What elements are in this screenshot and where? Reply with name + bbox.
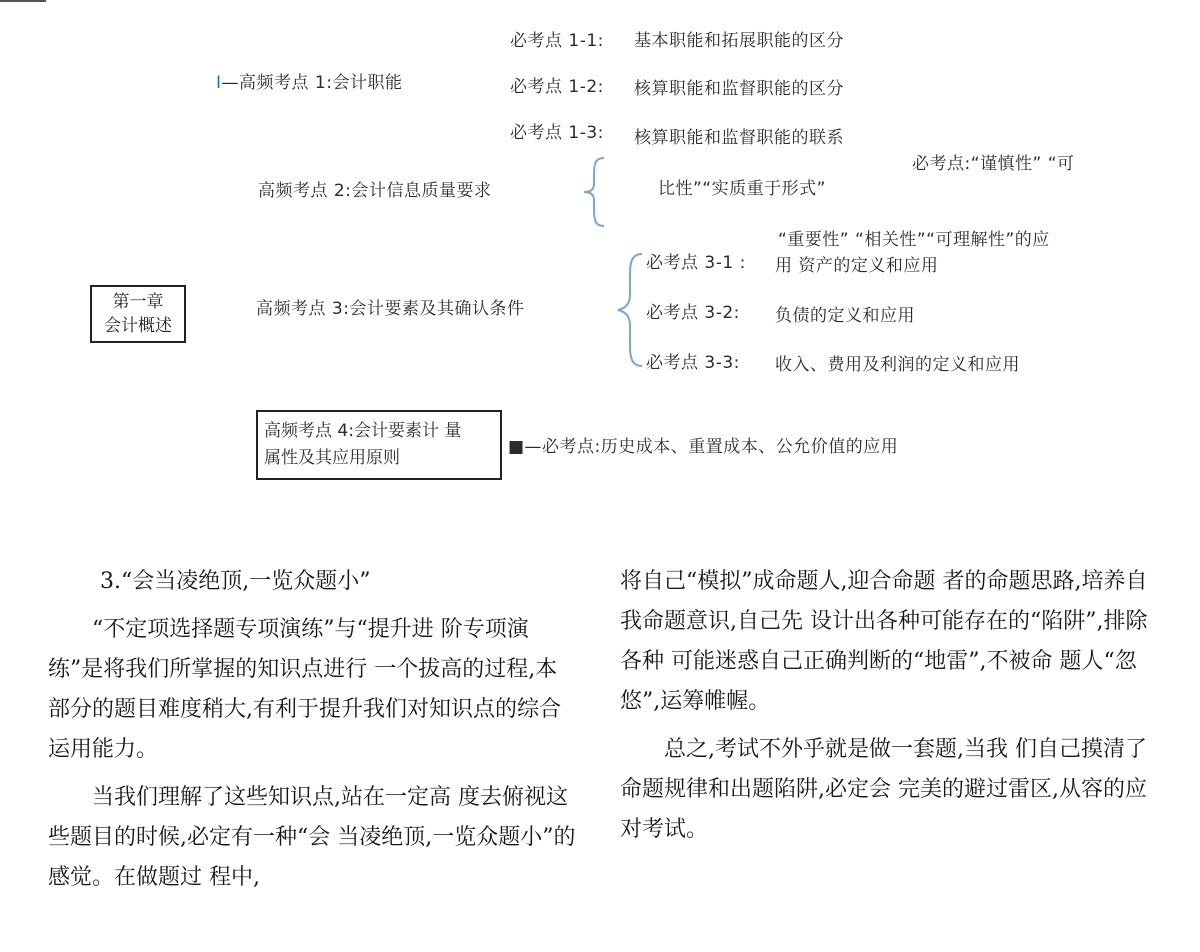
topic1-title-text: —高频考点 1:会计职能 [221,73,403,93]
topic2-title: 高频考点 2:会计信息质量要求 [258,181,492,201]
topic1-title [216,72,402,94]
topic3-point-1-text: 用 资产的定义和应用 [775,256,939,276]
topic1-point-2-text: 核算职能和监督职能的区分 [634,79,844,99]
topic1-prefix: I [216,73,222,93]
topic3-point-3-text: 收入、费用及利润的定义和应用 [775,355,1020,375]
topic1-point-1-text: 基本职能和拓展职能的区分 [634,31,844,51]
article-left-column [48,562,576,898]
topic2-point-line3: “重要性” “相关性”“可理解性”的应 [778,230,1050,250]
left-paragraph-1: “不定项选择题专项演练”与“提升进 阶专项演练”是将我们所掌握的知识点进行 一个拔高的过程,本部分的题目难度稍大,有利于提升我们对知识点的综合运用能力。 [48,617,561,762]
left-paragraph-2: 当我们理解了这些知识点,站在一定高 度去俯视这些题目的时候,必定有一种“会 当凌绝顶,一览众题小”的感觉。在做题过 程中, [48,785,576,890]
topic4-line1: 高频考点 4:会计要素计 量 [264,421,462,441]
topic1-point-2-label: 必考点 1-2: [510,77,604,97]
topic4-line2: 属性及其应用原则 [264,448,400,468]
root-node [90,285,186,343]
topic2-point-line2: 比性”“实质重于形式” [658,179,826,199]
topic1-point-3-text: 核算职能和监督职能的联系 [634,128,844,148]
topic3-brace [614,250,648,370]
topic2-point-line1: 必考点:“谨慎性” “可 [912,154,1075,174]
topic3-point-2-text: 负债的定义和应用 [775,306,915,326]
topic1-point-3-label: 必考点 1-3: [510,123,604,143]
right-paragraph-2: 总之,考试不外乎就是做一套题,当我 们自己摸清了命题规律和出题陷阱,必定会 完美的避过雷区,从容的应对考试。 [620,737,1147,842]
topic2-brace [580,156,610,228]
corner-mark [0,0,46,2]
topic3-point-2-label: 必考点 3-2: [646,303,740,323]
section-heading: 3.“会当凌绝顶,一览众题小” [100,569,371,594]
root-line2: 会计概述 [104,316,172,336]
article-right-column [620,562,1148,850]
root-line1: 第一章 [112,292,164,312]
right-paragraph-1: 将自己“模拟”成命题人,迎合命题 者的命题思路,培养自我命题意识,自己先 设计出各种可能存在的“陷阱”,排除各种 可能迷惑自己正确判断的“地雷”,不被命 题人“忽悠”,运筹帷幄。 [620,569,1148,714]
topic1-point-1-label: 必考点 1-1: [510,31,604,51]
topic3-title: 高频考点 3:会计要素及其确认条件 [256,299,525,319]
topic4-point: ■—必考点:历史成本、重置成本、公允价值的应用 [508,437,899,457]
topic3-point-1-label: 必考点 3-1 : [646,253,746,273]
topic4-node [256,410,502,480]
topic3-point-3-label: 必考点 3-3: [646,353,740,373]
